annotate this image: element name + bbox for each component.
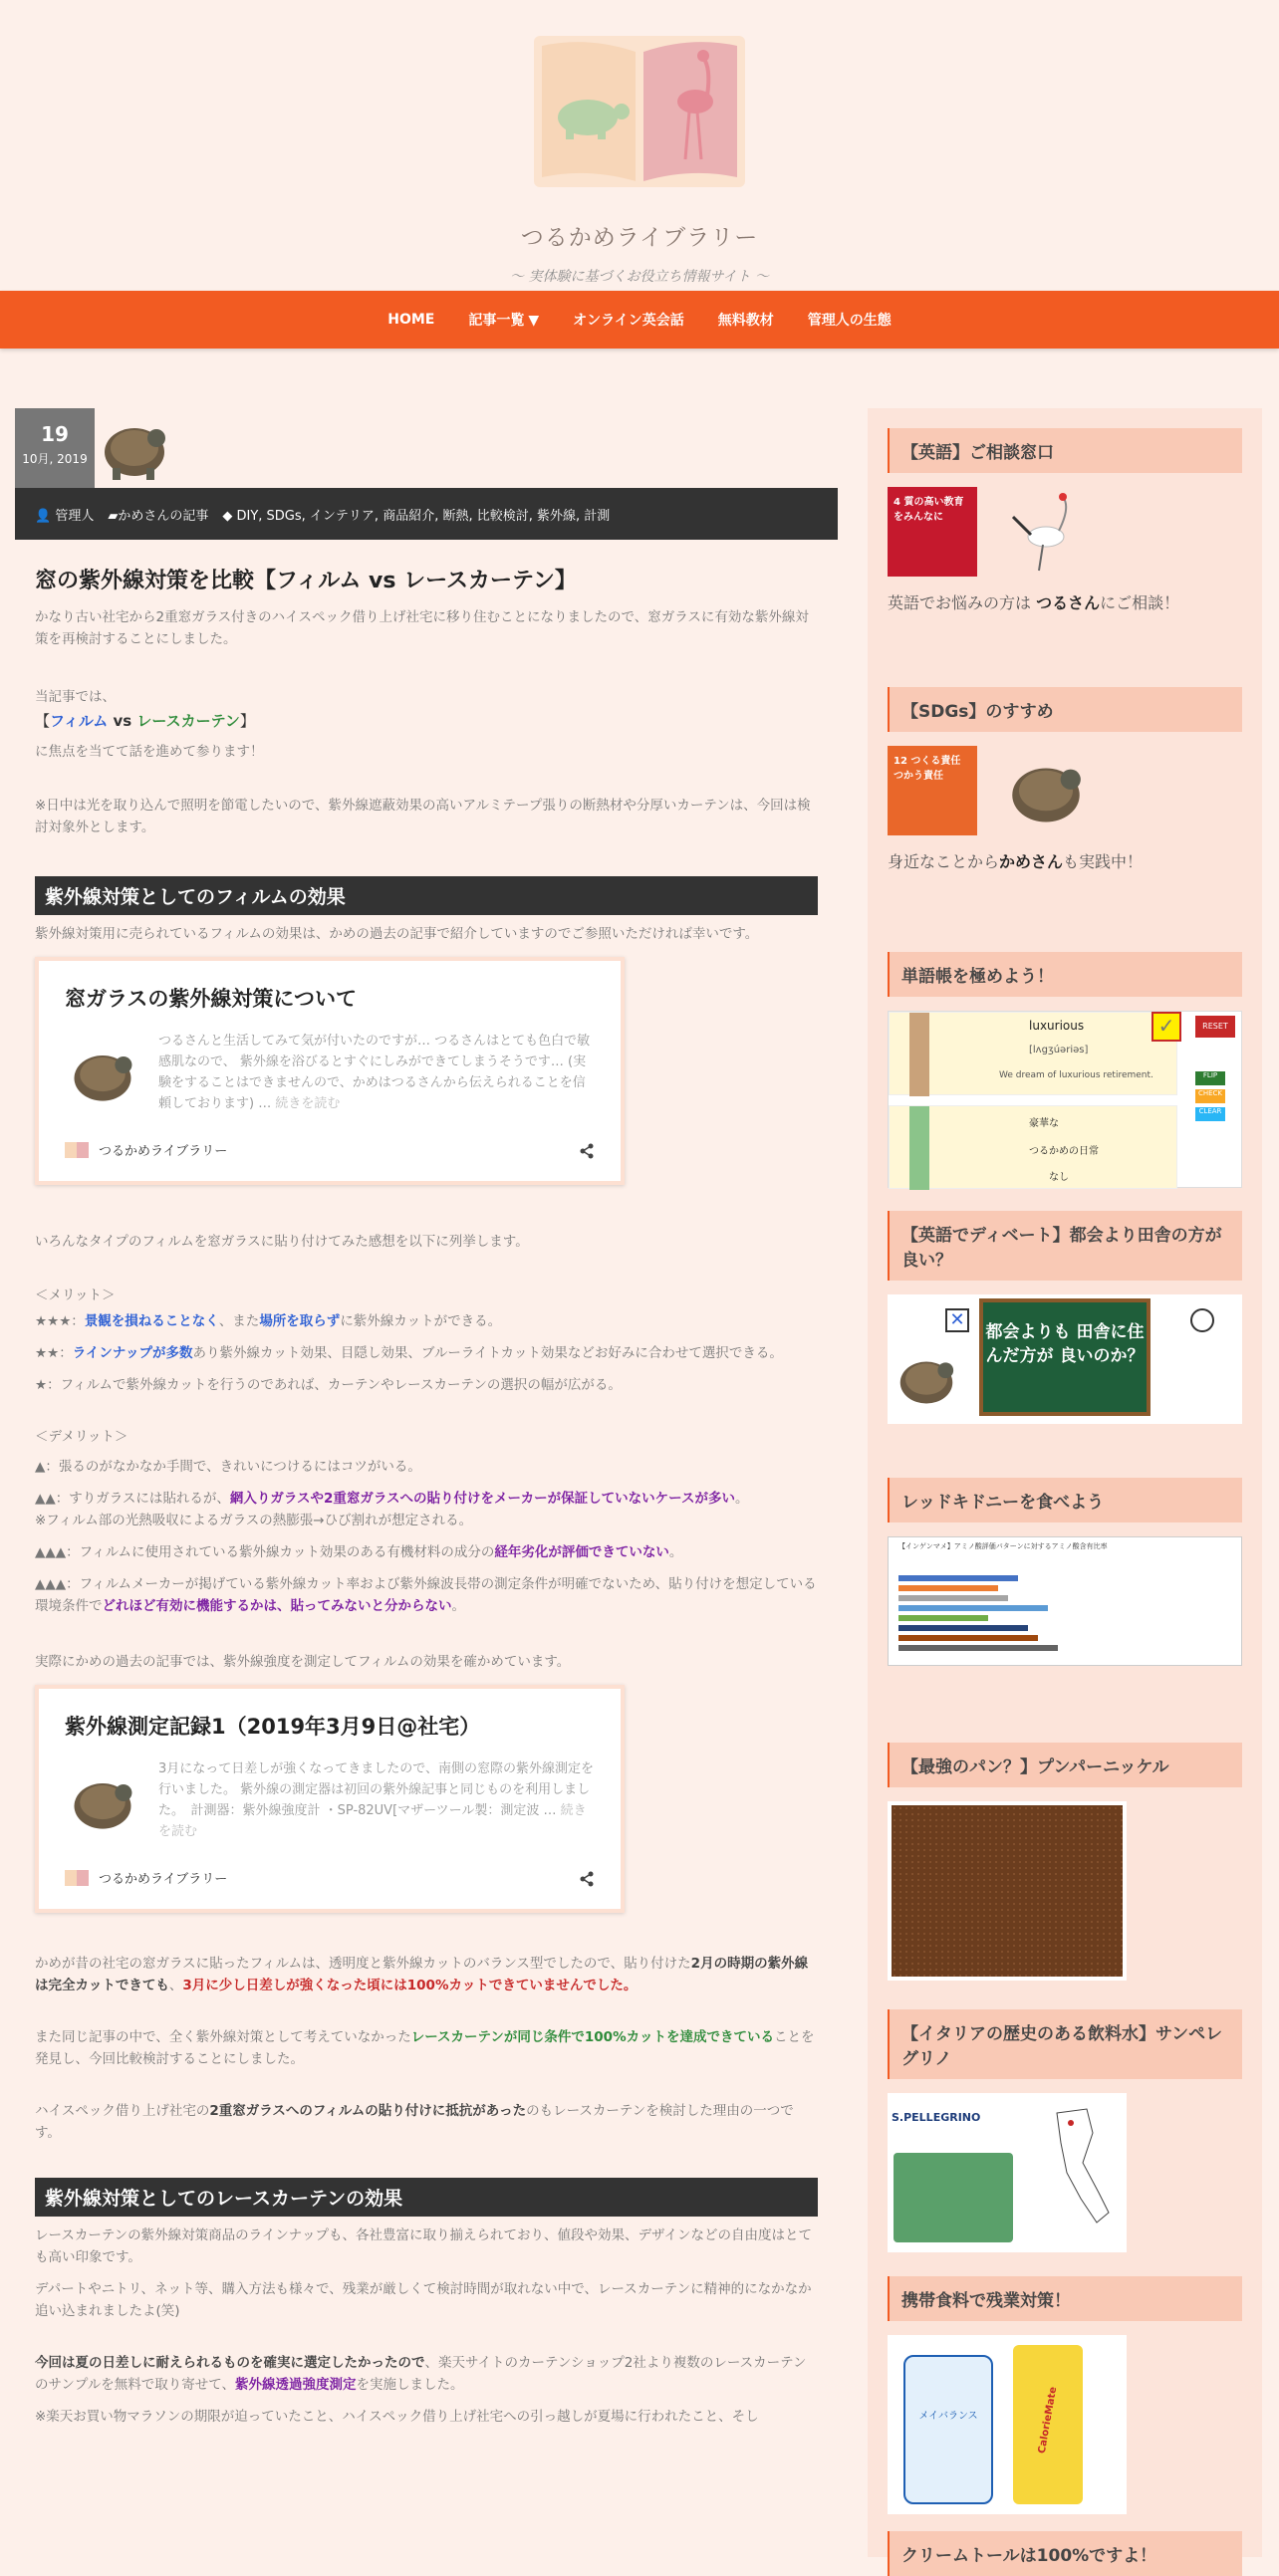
widget-kidney-beans [888, 1478, 1242, 1666]
high-spec-paragraph [35, 2100, 818, 2144]
author-meta[interactable] [35, 505, 94, 524]
c3-a: 今回は夏の日差しに耐えられるものを確実に選定したかったので [35, 2355, 425, 2371]
read-more-link[interactable]: 続きを読む [275, 1096, 341, 1111]
section-heading-curtain: 紫外線対策としてのレースカーテンの効果 [35, 2178, 818, 2217]
widget-title: 【英語】ご相談窓口 [888, 428, 1242, 473]
vocab-word: luxurious [1029, 1019, 1085, 1033]
link-card-uv-window[interactable] [35, 957, 625, 1185]
site-favicon [65, 1870, 89, 1886]
nav-articles[interactable] [468, 310, 539, 330]
bracket-close: 】 [239, 712, 255, 730]
pumpernickel-image[interactable] [888, 1801, 1127, 1981]
can-label: CalorieMate [1036, 2386, 1060, 2455]
site-header [0, 0, 1279, 291]
same-article-paragraph [35, 2026, 818, 2070]
widget-portable-food [888, 2276, 1242, 2514]
d2b: 網入りガラスや2重窓ガラスへの貼り付けをメーカーが保証していないケースが多い [229, 1491, 735, 1507]
site-title[interactable]: つるかめライブラリー [520, 225, 759, 251]
card-title[interactable]: 紫外線測定記録1（2019年3月9日@社宅） [65, 1715, 481, 1739]
curtain-paragraph-2: デパートやニトリ、ネット等、購入方法も様々で、残業が厳しくて検討時間が取れない中で、レースカーテンに精神的になかなか追い込まれましたよ(笑) [35, 2281, 812, 2319]
curtain-paragraph-4: ※楽天お買い物マラソンの期限が迫っていたこと、ハイスペック借り上げ社宅への引っ越しが夏場に行われたこと、そし [35, 2409, 759, 2425]
crane-illustration[interactable] [1001, 487, 1091, 577]
section-heading-film: 紫外線対策としてのフィルムの効果 [35, 876, 818, 915]
check-button[interactable]: CHECK [1195, 1089, 1225, 1103]
nav-online-english[interactable]: オンライン英会話 [573, 313, 684, 329]
old-film-paragraph [35, 1953, 818, 1996]
card-thumbnail [65, 1037, 140, 1112]
widget-title: 【SDGs】のすすめ [888, 687, 1242, 732]
chalkboard-text: 都会よりも 田舎に住んだ方が 良いのか？ [979, 1298, 1151, 1416]
vocab-meaning: 豪華な [1029, 1118, 1059, 1129]
focus-curtain: レースカーテン [136, 712, 240, 730]
card-site-name: つるかめライブラリー [99, 1872, 228, 1887]
tag-list: DIY, SDGs, インテリア, 商品紹介, 断熱, 比較検討, 紫外線, 計測 [236, 508, 611, 524]
merit-1 [35, 1310, 818, 1332]
widget-title: 単語帳を極めよう！ [888, 952, 1242, 997]
sdg4-label: 4 質の高い教育をみんなに [894, 497, 964, 523]
widget-title: 携帯食料で残業対策！ [888, 2276, 1242, 2321]
m1c: 、また [218, 1313, 260, 1329]
card-excerpt-text: 3月になって日差しが強くなってきましたので、南側の窓際の紫外線測定を行いました。 紫外線の測定器は初回の紫外線記事と同じものを利用しました。 計測器：紫外線強度計 ・SP-82UV[マザーツール製：測定波 … [158, 1761, 595, 1818]
demerit-1: ▲：張るのがなかなか手間で、きれいにつけるにはコツがいる。 [35, 1459, 421, 1475]
m2b: ラインナップが多数 [72, 1345, 193, 1361]
reset-button[interactable]: RESET [1195, 1016, 1235, 1038]
site-logo[interactable] [528, 32, 751, 191]
widget-sdgs [888, 687, 1242, 872]
author-avatar [95, 408, 174, 488]
widget-title: 【最強のパン？】プンパーニッケル [888, 1743, 1242, 1787]
turtle-illustration[interactable] [1001, 746, 1091, 835]
folder-icon: ▰ [108, 508, 119, 524]
vocab-card-widget[interactable] [888, 1011, 1242, 1188]
old-a: かめが昔の社宅の窓ガラスに貼ったフィルムは、透明度と紫外線カットのバランス型でしたので、貼り付けた [35, 1956, 691, 1972]
read-more-link[interactable]: 続きを読む [158, 1803, 587, 1839]
link-card-uv-record[interactable] [35, 1685, 625, 1913]
c3-c: 紫外線透過強度測定 [235, 2377, 357, 2393]
post-day: 19 [41, 422, 69, 446]
cup-label: メイバランス [918, 2411, 978, 2422]
turtle-illustration [892, 1344, 961, 1414]
vocab-example: We dream of luxurious retirement. [999, 1070, 1153, 1080]
clear-button[interactable]: CLEAR [1195, 1107, 1225, 1121]
old-c: 、 [168, 1978, 183, 1993]
caloriemate-can [1013, 2345, 1083, 2504]
widget-pumpernickel [888, 1743, 1242, 1981]
italy-map-icon [1037, 2103, 1117, 2242]
card-site-name: つるかめライブラリー [99, 1144, 228, 1159]
demerit-2-note: ※フィルム部の光熱吸収によるガラスの熱膨張→ひび割れが想定される。 [35, 1513, 473, 1528]
post-month: 10月, 2019 [22, 452, 88, 466]
share-icon[interactable] [579, 1871, 595, 1887]
demerit-4 [35, 1573, 818, 1617]
m2c: あり紫外線カット効果、目隠し効果、ブルーライトカット効果などお好みに合わせて選択できる。 [192, 1345, 783, 1361]
widget-vocab [888, 952, 1242, 1188]
old-b: 2月の時期の紫外線は完全カットできても [35, 1956, 809, 1993]
c3-d: を実施しました。 [356, 2377, 464, 2393]
widget-title: 【英語でディベート】都会より田舎の方が良い？ [888, 1211, 1242, 1281]
w1b[interactable]: つるさん [1036, 593, 1101, 612]
sdg12-label: 12 つくる責任 つかう責任 [894, 756, 961, 782]
site-tagline: ～ 実体験に基づくお役立ち情報サイト ～ [510, 269, 769, 285]
w2c: も実践中！ [1063, 852, 1144, 871]
intro-paragraph: かなり古い社宅から2重窓ガラス付きのハイスペック借り上げ社宅に移り住むことになりましたので、窓ガラスに有効な紫外線対策を再検討することにしました。 [35, 609, 809, 647]
demerit-2 [35, 1488, 818, 1510]
d3c: 。 [668, 1544, 683, 1560]
merit-3: ★：フィルムで紫外線カットを行うのであれば、カーテンやレースカーテンの選択の幅が広がる。 [35, 1377, 622, 1393]
focus-line [35, 710, 818, 731]
w1c: にご相談！ [1100, 593, 1180, 612]
portable-food-image[interactable] [888, 2335, 1127, 2514]
hs-a: ハイスペック借り上げ社宅の [35, 2103, 210, 2119]
old-d: 3月に少し日差しが強くなった頃には100%カットできていませんでした。 [182, 1978, 638, 1993]
amino-chart-image[interactable] [888, 1536, 1242, 1666]
curtain-paragraph-1: レースカーテンの紫外線対策商品のラインナップも、各社豊富に取り揃えられており、値段や効果、デザインなどの自由度はとても高い印象です。 [35, 2227, 813, 2265]
card-footer [65, 1868, 595, 1887]
card-excerpt [158, 1758, 595, 1842]
author-name: 管理人 [55, 508, 95, 524]
focus-film: フィルム [50, 712, 109, 730]
demerit-3 [35, 1541, 818, 1563]
focus-after: に焦点を当てて話を進めて参ります！ [35, 744, 264, 760]
site-favicon [65, 1142, 89, 1158]
d4c: 。 [451, 1598, 465, 1614]
d4a: ▲▲▲：フィルムメーカーが掲げている紫外線カット率および紫外線波長帯の測定条件が明確でないため、貼り付けを想定している環境条件で [35, 1576, 817, 1614]
card-thumbnail [65, 1764, 140, 1840]
d2c: 。 [735, 1491, 749, 1507]
card-excerpt-text: つるさんと生活してみて気が付いたのですが… つるさんはとても色白で敏感肌なので、 紫外線を浴びるとすぐにしみができてしまうそうです… (実験をすることはできませんので、かめはつるさんから伝えられることを信頼しております) … [158, 1034, 591, 1111]
merit-2 [35, 1342, 818, 1364]
w2a: 身近なことから [888, 852, 1000, 871]
post-meta [15, 488, 838, 540]
vocab-category: つるかめの日常 [1029, 1146, 1099, 1157]
m1e: に紫外線カットができる。 [340, 1313, 502, 1329]
hs-b: 2重窓ガラスへのフィルムの貼り付けに抵抗があった [209, 2103, 527, 2119]
same-a: また同じ記事の中で、全く紫外線対策として考えていなかった [35, 2029, 411, 2045]
nav-home[interactable]: HOME [387, 312, 435, 328]
m1a: ★★★： [35, 1313, 85, 1329]
film-intro: 紫外線対策用に売られているフィルムの効果は、かめの過去の記事で紹介していますのでご参照いただければ幸いです。 [35, 926, 759, 942]
main-nav [0, 291, 1279, 349]
category-name: かめさんの記事 [118, 508, 209, 524]
sdg4-badge[interactable] [888, 487, 977, 577]
post-content [15, 540, 838, 2428]
widget-title: 【イタリアの歴史のある飲料水】サンペレグリノ [888, 2009, 1242, 2079]
widget-text [888, 590, 1242, 613]
circle-icon [1190, 1308, 1214, 1332]
cross-icon: ✕ [945, 1308, 969, 1332]
w1a: 英語でお悩みの方は [888, 593, 1037, 612]
m2a: ★★： [35, 1345, 73, 1361]
user-icon: 👤 [35, 508, 52, 524]
chevron-down-icon: ▼ [528, 313, 540, 329]
flashcard-front[interactable] [889, 1012, 1177, 1095]
check-icon[interactable]: ✓ [1151, 1012, 1181, 1042]
tag-icon: ◆ [222, 508, 233, 524]
impressions-paragraph: いろんなタイプのフィルムを窓ガラスに貼り付けてみた感想を以下に列挙します。 [35, 1234, 529, 1250]
widget-san-pellegrino [888, 2009, 1242, 2252]
post-date [15, 408, 95, 488]
focus-vs: vs [108, 712, 137, 730]
demerit-heading: ＜デメリット＞ [35, 1429, 128, 1445]
m1d: 場所を取らず [259, 1313, 341, 1329]
focus-label: 当記事では、 [35, 689, 116, 705]
sdg12-badge[interactable] [888, 746, 977, 835]
nav-admin[interactable]: 管理人の生態 [807, 313, 892, 329]
post-title: 窓の紫外線対策を比較【フィルム vs レースカーテン】 [35, 569, 577, 593]
share-icon[interactable] [579, 1143, 595, 1159]
bracket-open: 【 [35, 712, 51, 730]
w2b[interactable]: かめさん [999, 852, 1064, 871]
same-c: ことを発見し、今回比較検討することにしました。 [35, 2029, 815, 2067]
merit-heading: ＜メリット＞ [35, 1288, 116, 1303]
widget-text [888, 849, 1242, 872]
card-title[interactable]: 窓ガラスの紫外線対策について [65, 987, 357, 1011]
m1b: 景観を損ねることなく [84, 1313, 219, 1329]
flashcard-back[interactable] [889, 1105, 1177, 1189]
nav-articles-label: 記事一覧 [468, 313, 525, 329]
chart-thumb-title: 【インゲンマメ】アミノ酸評価パターンに対するアミノ酸含有比率 [898, 1542, 1108, 1550]
debate-image[interactable] [888, 1294, 1242, 1424]
category-meta[interactable] [108, 505, 208, 524]
d3b: 経年劣化が評価できていない [494, 1544, 669, 1560]
vocab-ipa: [lʌgʒúəriəs] [1029, 1045, 1089, 1055]
c3-b: 、楽天サイトのカーテンショップ2社より複数のレースカーテンのサンプルを無料で取り寄せて、 [35, 2355, 807, 2393]
d2a: ▲▲：すりガラスには貼れるが、 [35, 1491, 230, 1507]
vocab-note: なし [1049, 1172, 1069, 1183]
san-pellegrino-image[interactable] [888, 2093, 1127, 2252]
tags-meta[interactable] [222, 505, 610, 524]
d3a: ▲▲▲：フィルムに使用されている紫外線カット効果のある有機材料の成分の [35, 1544, 495, 1560]
same-b: レースカーテンが同じ条件で100%カットを達成できている [410, 2029, 774, 2045]
nav-free-materials[interactable]: 無料教材 [717, 313, 774, 329]
hs-c: のもレースカーテンを検討した理由の一つです。 [35, 2103, 794, 2141]
widget-title: レッドキドニーを食べよう [888, 1478, 1242, 1522]
widget-english-consult [888, 428, 1242, 613]
scope-note: ※日中は光を取り込んで照明を節電したいので、紫外線遮蔽効果の高いアルミテープ張りの断熱材や分厚いカーテンは、今回は検討対象外とします。 [35, 798, 811, 835]
card-footer [65, 1140, 595, 1159]
measured-paragraph: 実際にかめの過去の記事では、紫外線強度を測定してフィルムの効果を確かめています。 [35, 1654, 571, 1670]
curtain-paragraph-3 [35, 2352, 818, 2396]
flip-button[interactable]: FLIP [1195, 1071, 1225, 1085]
widget-title: クリームトールは100%ですよ！ [888, 2531, 1242, 2576]
brand-label: S.PELLEGRINO [892, 2111, 981, 2124]
bottle-pack [894, 2153, 1013, 2242]
meibalance-cup [903, 2355, 993, 2504]
card-excerpt [158, 1031, 595, 1114]
widget-debate [888, 1211, 1242, 1424]
sidebar [868, 408, 1262, 2566]
widget-cream-tall [888, 2531, 1242, 2576]
d4b: どれほど有効に機能するかは、貼ってみないと分からない [102, 1598, 452, 1614]
